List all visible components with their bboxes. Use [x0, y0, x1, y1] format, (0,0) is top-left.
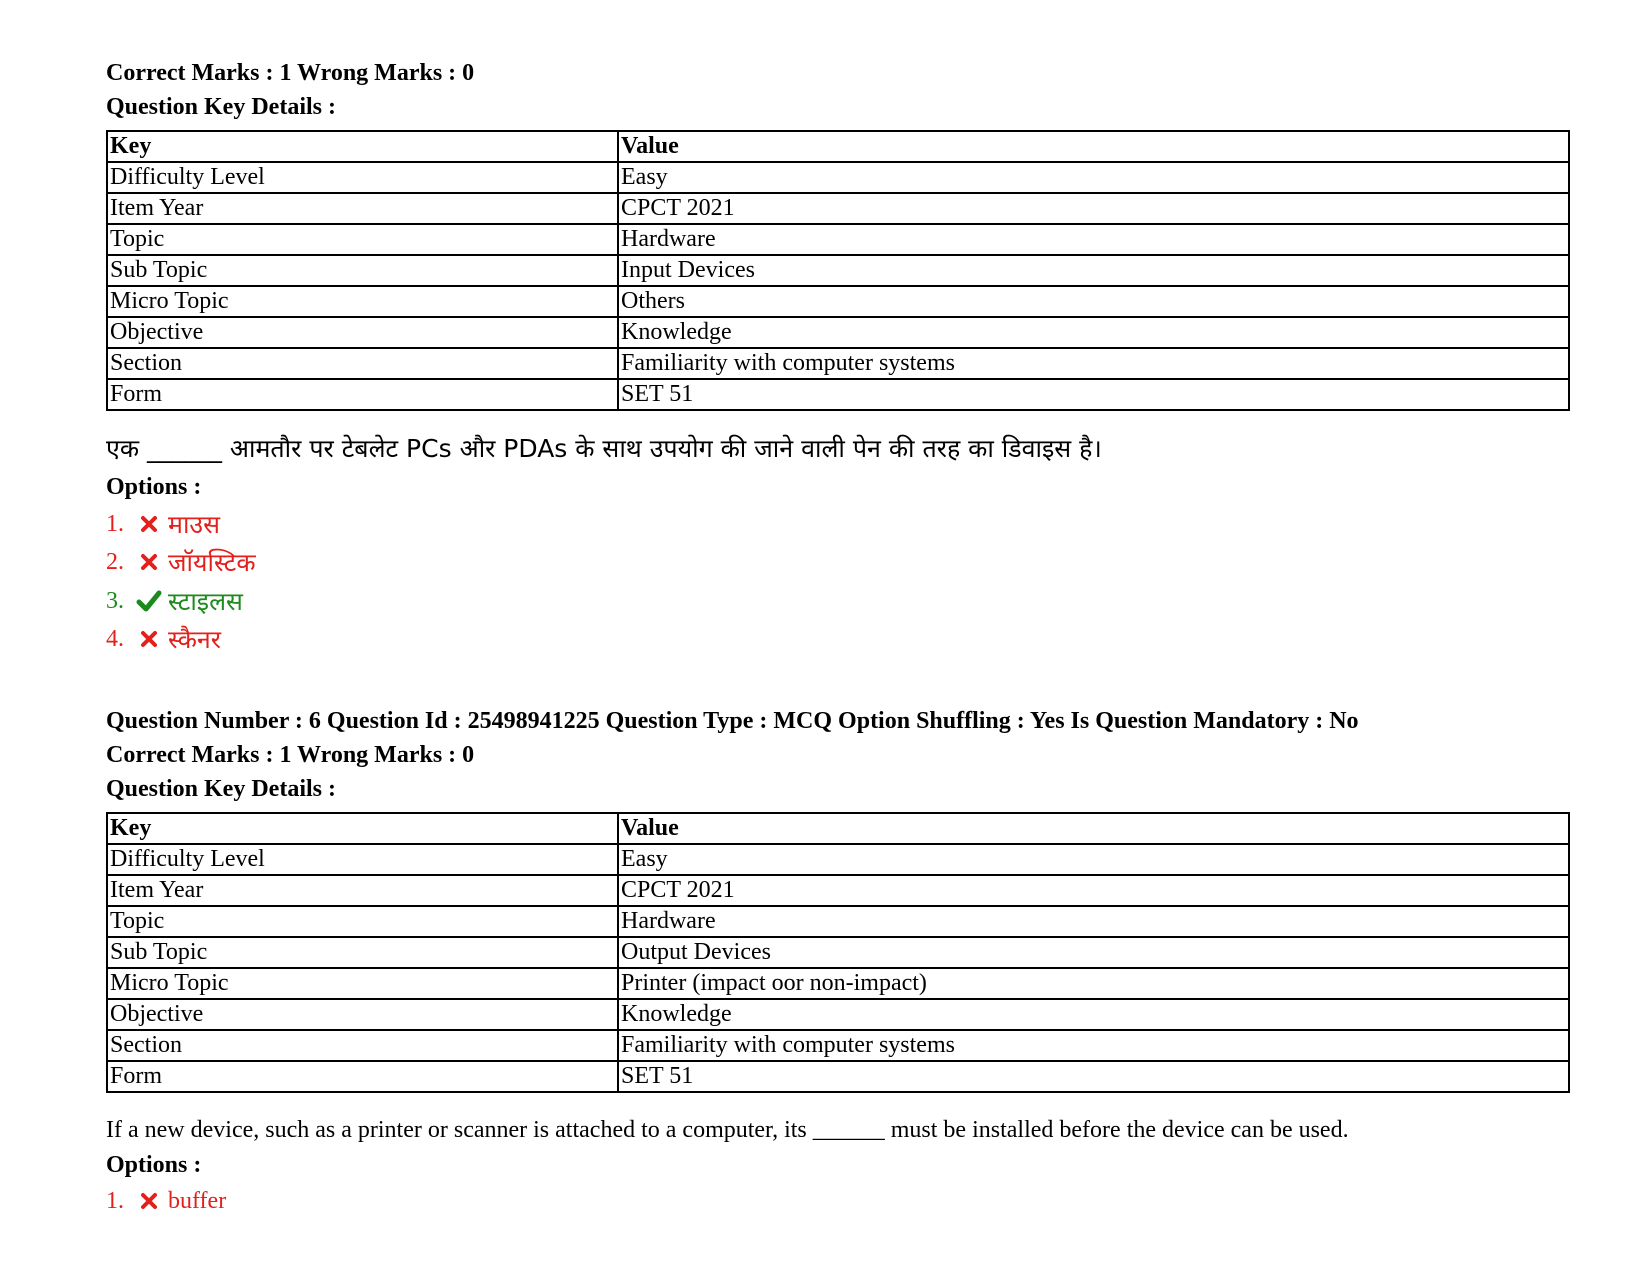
table-row — [107, 317, 1569, 348]
row-key: Micro Topic — [107, 286, 618, 317]
row-key: Form — [107, 1061, 618, 1092]
q6-question-text: If a new device, such as a printer or scanner is attached to a computer, its ______ must be installed before the device can be used. — [106, 1117, 1349, 1143]
option-text: माउस — [168, 510, 221, 539]
q5-option-3 — [106, 583, 243, 619]
row-key: Section — [107, 348, 618, 379]
row-key: Objective — [107, 317, 618, 348]
table-row — [107, 348, 1569, 379]
table-row — [107, 968, 1569, 999]
option-number: 4. — [106, 625, 124, 652]
option-number: 3. — [106, 587, 124, 614]
q5-option-2 — [106, 544, 256, 580]
table-row — [107, 906, 1569, 937]
row-value: Output Devices — [618, 937, 1569, 968]
q6-option-1 — [106, 1183, 226, 1219]
cross-icon — [134, 1192, 164, 1210]
table-row — [107, 875, 1569, 906]
table-row — [107, 286, 1569, 317]
row-key: Section — [107, 1030, 618, 1061]
row-key: Form — [107, 379, 618, 410]
q6-header: Question Number : 6 Question Id : 25498941225 Question Type : MCQ Option Shuffling : Yes Is Question Mandatory : No — [106, 708, 1359, 734]
option-number: 1. — [106, 1187, 124, 1214]
q5-option-4 — [106, 621, 221, 657]
row-value: Others — [618, 286, 1569, 317]
table-row — [107, 193, 1569, 224]
q5-marks: Correct Marks : 1 Wrong Marks : 0 — [106, 60, 475, 86]
table-header-key: Key — [107, 131, 618, 162]
q6-key-details-label: Question Key Details : — [106, 776, 336, 802]
table-row — [107, 162, 1569, 193]
option-text: स्टाइलस — [168, 587, 243, 616]
row-value: Printer (impact oor non-impact) — [618, 968, 1569, 999]
row-key: Item Year — [107, 193, 618, 224]
table-row — [107, 255, 1569, 286]
row-value: Hardware — [618, 906, 1569, 937]
row-key: Topic — [107, 224, 618, 255]
row-key: Difficulty Level — [107, 844, 618, 875]
option-text: स्कैनर — [168, 625, 222, 654]
row-value: SET 51 — [618, 1061, 1569, 1092]
q5-key-details-label: Question Key Details : — [106, 94, 336, 120]
row-value: Familiarity with computer systems — [618, 1030, 1569, 1061]
table-row — [107, 379, 1569, 410]
table-header-row — [107, 813, 1569, 844]
q5-options-label: Options : — [106, 474, 202, 500]
check-icon — [134, 590, 164, 612]
option-text: buffer — [168, 1187, 227, 1214]
row-value: SET 51 — [618, 379, 1569, 410]
row-key: Sub Topic — [107, 937, 618, 968]
row-key: Objective — [107, 999, 618, 1030]
table-row — [107, 1030, 1569, 1061]
row-value: Knowledge — [618, 999, 1569, 1030]
row-key: Topic — [107, 906, 618, 937]
q6-marks: Correct Marks : 1 Wrong Marks : 0 — [106, 742, 475, 768]
table-row — [107, 224, 1569, 255]
row-value: Familiarity with computer systems — [618, 348, 1569, 379]
option-number: 2. — [106, 548, 124, 575]
table-header-value: Value — [618, 131, 1569, 162]
row-value: Input Devices — [618, 255, 1569, 286]
q6-key-details-table — [106, 812, 1570, 1093]
table-header-row — [107, 131, 1569, 162]
row-value: Hardware — [618, 224, 1569, 255]
table-header-key: Key — [107, 813, 618, 844]
q5-question-text: एक ______ आमतौर पर टेबलेट PCs और PDAs के साथ उपयोग की जाने वाली पेन की तरह का डिवाइस है। — [106, 434, 1102, 463]
cross-icon — [134, 553, 164, 571]
row-value: Easy — [618, 844, 1569, 875]
cross-icon — [134, 630, 164, 648]
table-header-value: Value — [618, 813, 1569, 844]
row-value: CPCT 2021 — [618, 875, 1569, 906]
q6-options-label: Options : — [106, 1152, 202, 1178]
row-key: Item Year — [107, 875, 618, 906]
table-row — [107, 937, 1569, 968]
row-key: Difficulty Level — [107, 162, 618, 193]
row-key: Micro Topic — [107, 968, 618, 999]
row-value: Knowledge — [618, 317, 1569, 348]
q5-option-1 — [106, 506, 220, 542]
table-row — [107, 1061, 1569, 1092]
row-value: CPCT 2021 — [618, 193, 1569, 224]
table-row — [107, 844, 1569, 875]
option-number: 1. — [106, 510, 124, 537]
q5-key-details-table — [106, 130, 1570, 411]
table-row — [107, 999, 1569, 1030]
row-key: Sub Topic — [107, 255, 618, 286]
cross-icon — [134, 515, 164, 533]
option-text: जॉयस्टिक — [168, 548, 256, 577]
row-value: Easy — [618, 162, 1569, 193]
